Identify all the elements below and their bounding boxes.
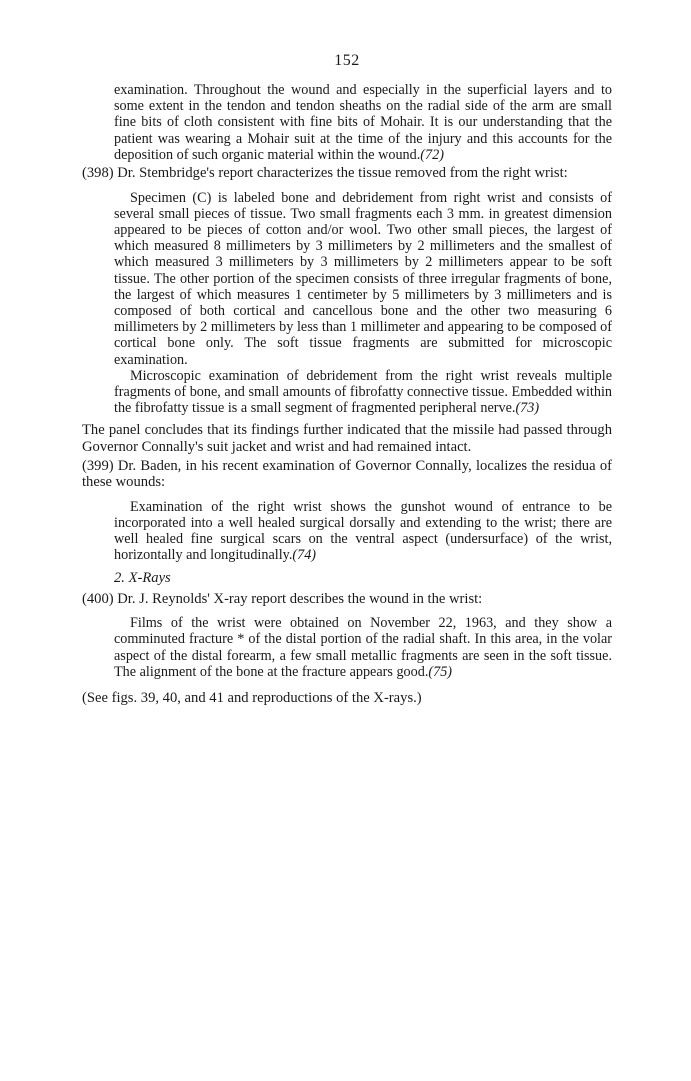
quote-text: Microscopic examination of debridement from the right wrist reveals multiple fragments of bone, and small amounts of fibrofatty connective tissue. Embedded within the fibrofatty tissue is a small segment of fragmented peripheral nerve. bbox=[114, 367, 612, 417]
quote-text: Examination of the right wrist shows the gunshot wound of entrance to be incorporated into a well healed surgical dorsally and extending to the wrist; there are well healed fine surgical scars on the ventral aspect (undersurface) of the wrist, horizontally and longitudinally. bbox=[114, 498, 612, 564]
paragraph-see-figures: (See figs. 39, 40, and 41 and reproductions of the X-rays.) bbox=[82, 690, 422, 707]
footnote-ref: (73) bbox=[515, 400, 540, 417]
quoted-report-baden bbox=[114, 499, 612, 564]
quote-paragraph bbox=[114, 368, 612, 417]
quote-text: Films of the wrist were obtained on November 22, 1963, and they show a comminuted fracture * of the distal portion of the radial shaft. In this area, in the volar aspect of the distal forearm, a few small metallic fragments are seen in the soft tissue. The alignment of the bone at the fracture appears good. bbox=[114, 615, 612, 680]
paragraph-400: (400) Dr. J. Reynolds' X-ray report describes the wound in the wrist: bbox=[82, 590, 483, 607]
quote-paragraph: Specimen (C) is labeled bone and debridement from right wrist and consists of several small pieces of tissue. Two small fragments each 3 mm. in greatest dimension appeared to be pieces of cotton and/or wool. Two other small pieces, the largest of which measured 8 millimeters by 3 millimeters by 2 millimeters and the smallest of which measured 3 millimeters by 3 millimeters by 2 millimeters appear to be soft tissue. The other portion of the specimen consists of three irregular fragments of bone, the largest of which measures 1 centimeter by 5 millimeters by 3 millimeters and is composed of both cortical and cancellous bone and the other two measuring 6 millimeters by 2 millimeters by less than 1 millimeter and appearing to be composed of cortical bone only. The soft tissue fragments are submitted for microscopic examination. bbox=[114, 189, 612, 368]
section-heading-xrays: 2. X-Rays bbox=[114, 569, 171, 586]
footnote-ref: (74) bbox=[292, 547, 317, 564]
quote-paragraph bbox=[114, 615, 612, 680]
quote-paragraph bbox=[114, 499, 612, 564]
paragraph-399: (399) Dr. Baden, in his recent examination of Governor Connally, localizes the residua of these wounds: bbox=[82, 457, 612, 491]
footnote-ref: (72) bbox=[420, 146, 444, 163]
footnote-ref: (75) bbox=[428, 663, 453, 680]
paragraph-398: (398) Dr. Stembridge's report characterizes the tissue removed from the right wrist: bbox=[82, 165, 568, 182]
paragraph-panel-conclusion: The panel concludes that its findings further indicated that the missile had passed through Governor Connally's suit jacket and wrist and had remained intact. bbox=[82, 422, 612, 456]
quote-paragraph bbox=[114, 82, 612, 163]
page-number: 152 bbox=[334, 52, 360, 69]
quoted-report-specimen bbox=[114, 190, 612, 417]
document-page bbox=[82, 52, 612, 707]
quoted-report-reynolds bbox=[114, 615, 612, 680]
quote-text: examination. Throughout the wound and especially in the superficial layers and to some extent in the tendon and tendon sheaths on the radial side of the arm are small fine bits of cloth consistent with fine bits of Mohair. It is our understanding that the patient was wearing a Mohair suit at the time of the injury and this accounts for the deposition of such organic material within the wound. bbox=[114, 82, 612, 163]
quoted-report-mohair bbox=[114, 82, 612, 163]
